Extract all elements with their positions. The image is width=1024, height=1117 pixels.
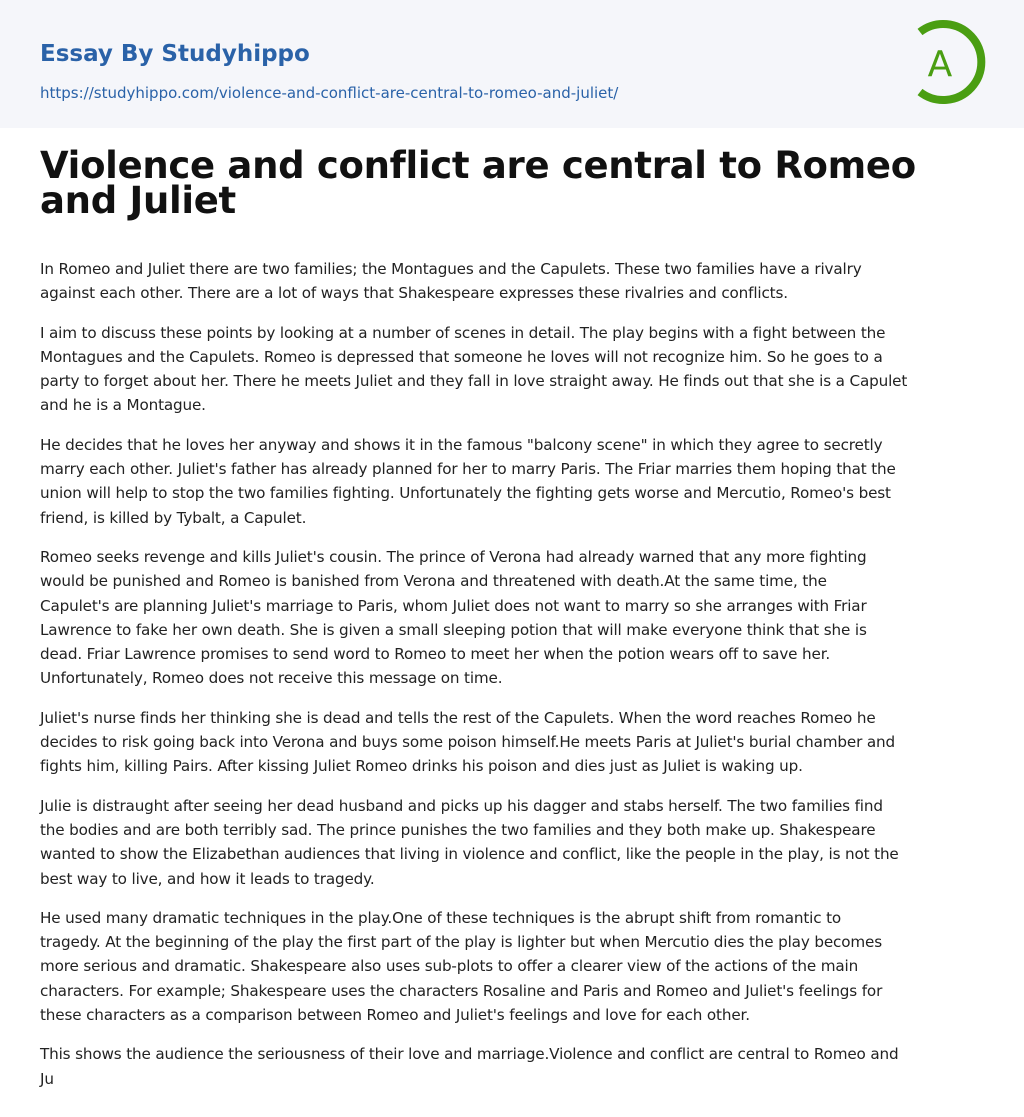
essay-body — [40, 257, 1000, 1106]
paragraph-line: Julie is distraught after seeing her dead husband and picks up his dagger and stabs herself. The two families find — [40, 796, 883, 815]
studyhippo-logo-icon — [906, 18, 990, 106]
paragraph-line: the bodies and are both terribly sad. The prince punishes the two families and they both make up. Shakespeare — [40, 820, 876, 839]
paragraph-line: friend, is killed by Tybalt, a Capulet. — [40, 508, 307, 527]
paragraph-line: Juliet's nurse finds her thinking she is dead and tells the rest of the Capulets. When the word reaches Romeo he — [40, 708, 876, 727]
page-title: Violence and conflict are central to Romeo and Juliet — [40, 144, 916, 222]
paragraph-line: against each other. There are a lot of ways that Shakespeare expresses these rivalries and conflicts. — [40, 284, 788, 303]
paragraph-line: best way to live, and how it leads to tragedy. — [40, 869, 375, 888]
paragraph-line: dead. Friar Lawrence promises to send word to Romeo to meet her when the potion wears off to save her. — [40, 645, 831, 664]
essay-paragraph — [40, 794, 1000, 891]
paragraph-line: He used many dramatic techniques in the play.One of these techniques is the abrupt shift from romantic to — [40, 908, 842, 927]
essay-paragraph — [40, 321, 1000, 418]
paragraph-line: He decides that he loves her anyway and shows it in the famous "balcony scene" in which they agree to secretly — [40, 435, 883, 454]
paragraph-line: these characters as a comparison between Romeo and Juliet's feelings and love for each other. — [40, 1006, 750, 1025]
paragraph-line: In Romeo and Juliet there are two families; the Montagues and the Capulets. These two families have a rivalry — [40, 260, 862, 278]
paragraph-line: fights him, killing Pairs. After kissing Juliet Romeo drinks his poison and dies just as Juliet is waking up. — [40, 757, 803, 776]
paragraph-line: Ju — [40, 1069, 54, 1088]
essay-paragraph — [40, 1042, 1000, 1091]
paragraph-line: and he is a Montague. — [40, 396, 206, 415]
paragraph-line: Montagues and the Capulets. Romeo is depressed that someone he loves will not recognize him. So he goes to a — [40, 347, 883, 366]
essay-paragraph — [40, 433, 1000, 530]
essay-paragraph — [40, 545, 1000, 691]
essay-paragraph — [40, 906, 1000, 1027]
site-header — [0, 0, 1024, 128]
paragraph-line: Romeo seeks revenge and kills Juliet's cousin. The prince of Verona had already warned that any more fighting — [40, 547, 867, 566]
paragraph-line: wanted to show the Elizabethan audiences that living in violence and conflict, like the people in the play, is not the — [40, 845, 899, 864]
paragraph-line: would be punished and Romeo is banished from Verona and threatened with death.At the same time, the — [40, 572, 827, 591]
paragraph-line: characters. For example; Shakespeare uses the characters Rosaline and Paris and Romeo and Juliet's feelings for — [40, 981, 883, 1000]
essay-paragraph — [40, 706, 1000, 779]
paragraph-line: Capulet's are planning Juliet's marriage to Paris, whom Juliet does not want to marry so she arranges with Friar — [40, 596, 867, 615]
paragraph-line: tragedy. At the beginning of the play the first part of the play is lighter but when Mercutio dies the play becomes — [40, 933, 882, 952]
paragraph-line: union will help to stop the two families fighting. Unfortunately the fighting gets worse and Mercutio, Romeo's best — [40, 484, 891, 503]
paragraph-line: marry each other. Juliet's father has already planned for her to marry Paris. The Friar marries them hoping that the — [40, 460, 896, 479]
logo-letter: A — [927, 44, 953, 85]
paragraph-line: party to forget about her. There he meets Juliet and they fall in love straight away. He finds out that she is a Capulet — [40, 372, 908, 391]
paragraph-line: Lawrence to fake her own death. She is given a small sleeping potion that will make everyone think that she is — [40, 620, 867, 639]
paragraph-line: decides to risk going back into Verona and buys some poison himself.He meets Paris at Juliet's burial chamber and — [40, 733, 895, 752]
paragraph-line: more serious and dramatic. Shakespeare also uses sub-plots to offer a clearer view of the actions of the main — [40, 957, 859, 976]
essay-url-link[interactable]: https://studyhippo.com/violence-and-conflict-are-central-to-romeo-and-juliet/ — [40, 84, 619, 102]
paragraph-line: Unfortunately, Romeo does not receive this message on time. — [40, 669, 503, 688]
brand-title: Essay By Studyhippo — [40, 41, 310, 67]
paragraph-line: I aim to discuss these points by looking at a number of scenes in detail. The play begins with a fight between the — [40, 323, 886, 342]
paragraph-line: This shows the audience the seriousness of their love and marriage.Violence and conflict are central to Romeo and — [40, 1045, 899, 1064]
essay-paragraph — [40, 257, 1000, 306]
